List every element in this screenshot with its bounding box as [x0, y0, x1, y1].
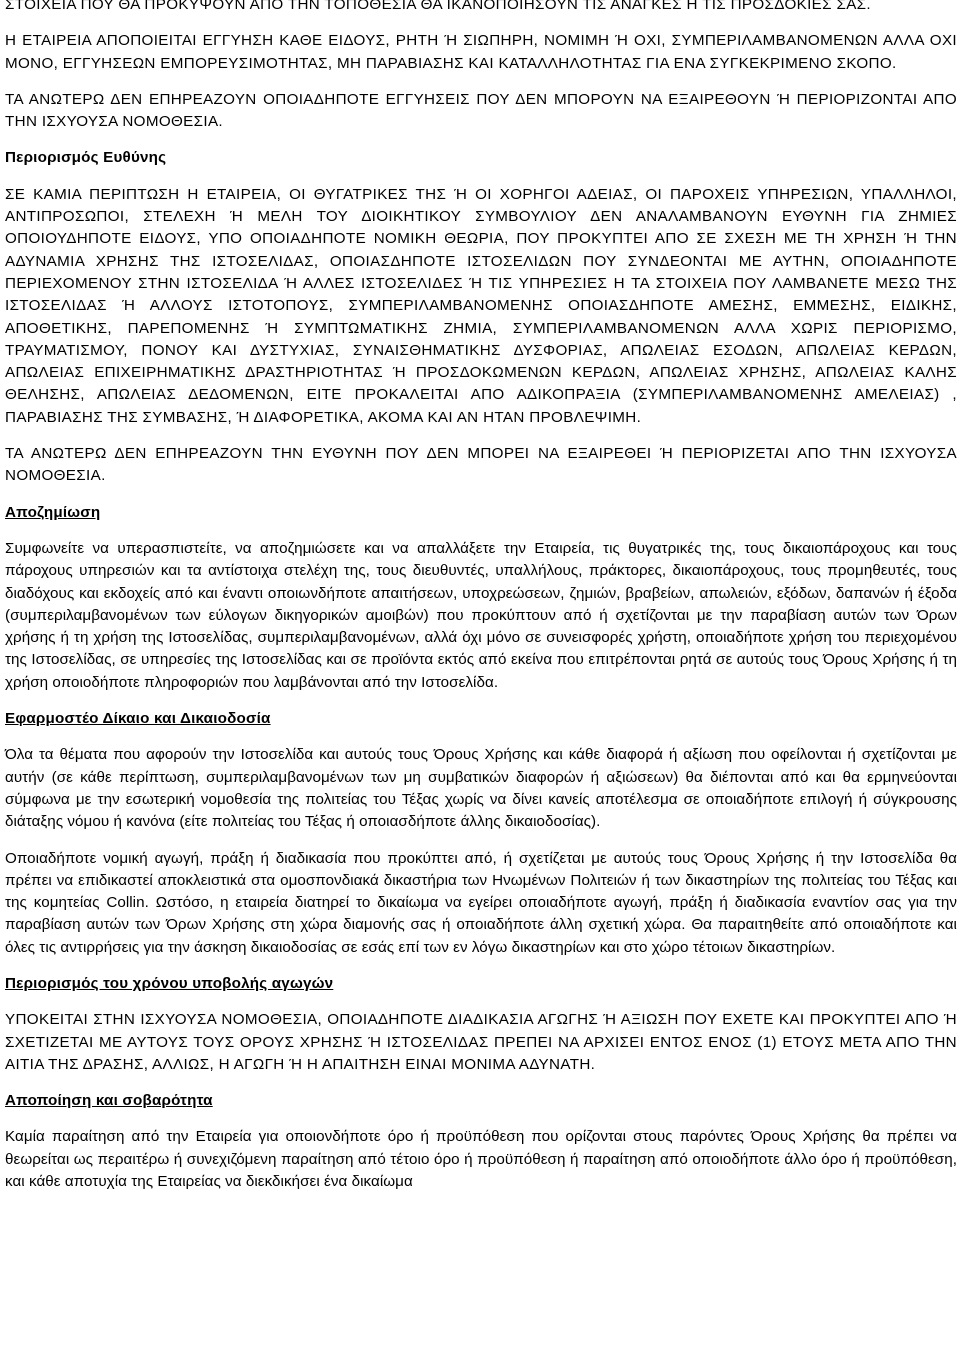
paragraph: ΤΑ ΑΝΩΤΕΡΩ ΔΕΝ ΕΠΗΡΕΑΖΟΥΝ ΟΠΟΙΑΔΗΠΟΤΕ ΕΓΓΥΗΣΕΙΣ ΠΟΥ ΔΕΝ ΜΠΟΡΟΥΝ ΝΑ ΕΞΑΙΡΕΘΟΥΝ Ή ΠΕΡΙΟΡΙΖΟΝΤΑΙ ΑΠΟ ΤΗΝ ΙΣΧΥΟΥΣΑ ΝΟΜΟΘΕΣΙΑ.: [5, 90, 957, 131]
paragraph: Συμφωνείτε να υπερασπιστείτε, να αποζημιώσετε και να απαλλάξετε την Εταιρεία, τις θυγατρικές της, τους δικαιοπάροχους και τους πάροχους υπηρεσιών και τα αντίστοιχα στελέχη της, τους διευθυντές, υπαλλήλους, πράκτορες, δικαιοπάροχους, τους προμηθευτές, τους διαδόχους και εκδοχείς από και έναντι οποιωνδήποτε απαιτήσεων, υποχρεώσεων, ζημιών, βραβείων, απωλειών, εξόδων, δαπανών ή έξοδα (συμπεριλαμβανομένων των εύλογων δικηγορικών αμοιβών) που προκύπτουν από ή σχετίζονται με την παραβίαση αυτών των Όρων χρήσης ή τη χρήση της Ιστοσελίδας, συμπεριλαμβανομένων, αλλά όχι μόνο σε συνεισφορές χρήστη, οποιαδήποτε χρήση του περιεχομένου της Ιστοσελίδας, σε υπηρεσίες της Ιστοσελίδας και σε προϊόντα εκτός από εκείνα που επιτρέπονται ρητά σε αυτούς τους Όρους Χρήσης ή τη χρήση οποιοδήποτε πληροφοριών που λαμβάνονται από την Ιστοσελίδα.: [5, 539, 957, 691]
paragraph: ΤΑ ΑΝΩΤΕΡΩ ΔΕΝ ΕΠΗΡΕΑΖΟΥΝ ΤΗΝ ΕΥΘΥΝΗ ΠΟΥ ΔΕΝ ΜΠΟΡΕΙ ΝΑ ΕΞΑΙΡΕΘΕΙ Ή ΠΕΡΙΟΡΙΖΕΤΑΙ ΑΠΟ ΤΗΝ ΙΣΧΥΟΥΣΑ ΝΟΜΟΘΕΣΙΑ.: [5, 445, 957, 485]
heading-limitation-on-time: Περιορισμός του χρόνου υποβολής αγωγών: [5, 974, 334, 992]
paragraph: Οποιαδήποτε νομική αγωγή, πράξη ή διαδικασία που προκύπτει από, ή σχετίζεται με αυτούς τους Όρους Χρήσης ή την Ιστοσελίδα θα πρέπει να επιδικαστεί αποκλειστικά στα ομοσπονδιακά δικαστήρια των Ηνωμένων Πολιτειών ή των δικαστηρίων της πολιτείας του Τέξας και της κομητείας Collin. Ωστόσο, η εταιρεία διατηρεί το δικαίωμα να εγείρει οποιαδήποτε αγωγή, πράξη ή διαδικασία εναντίον σας για την παραβίαση αυτών των Όρων Χρήσης στη χώρα διαμονής σας ή οποιαδήποτε άλλη σχετική χώρα. Θα παραιτηθείτε από οποιαδήποτε και όλες τις αντιρρήσεις για την άσκηση δικαιοδοσίας σε εσάς επί των εν λόγω δικαστηρίων και στο χώρο τέτοιων δικαστηρίων.: [5, 849, 957, 956]
paragraph: Καμία παραίτηση από την Εταιρεία για οποιονδήποτε όρο ή προϋπόθεση που ορίζονται στους παρόντες Όρους Χρήσης θα πρέπει να θεωρείται ως περαιτέρω ή συνεχιζόμενη παραίτηση από τέτοιο όρο ή προϋπόθεση ή παραίτηση από οποιοδήποτε άλλο όρο ή προϋπόθεση, και κάθε αποτυχία της Εταιρείας να διεκδικήσει ένα δικαίωμα: [5, 1128, 957, 1191]
heading-limitation-of-liability: Περιορισμός Ευθύνης: [5, 149, 167, 167]
paragraph: Όλα τα θέματα που αφορούν την Ιστοσελίδα και αυτούς τους Όρους Χρήσης και κάθε διαφορά ή αξίωση που οφείλονται ή σχετίζονται με αυτήν (σε κάθε περίπτωση, συμπεριλαμβανομένων των μη συμβατικών διαφορών ή αξιώσεων) θα διέπονται από και θα ερμηνεύονται σύμφωνα με την εσωτερική νομοθεσία της πολιτείας του Τέξας χωρίς να δίνει κανείς αποτέλεσμα σε οποιαδήποτε επιλογή ή σύγκρουσης διάταξης νόμου ή κανόνα (είτε πολιτείας του Τέξας ή οποιασδήποτε άλλης δικαιοδοσίας).: [5, 746, 957, 831]
paragraph: ΣΕ ΚΑΜΙΑ ΠΕΡΙΠΤΩΣΗ Η ΕΤΑΙΡΕΙΑ, ΟΙ ΘΥΓΑΤΡΙΚΕΣ ΤΗΣ Ή ΟΙ ΧΟΡΗΓΟΙ ΑΔΕΙΑΣ, ΟΙ ΠΑΡΟΧΕΙΣ ΥΠΗΡΕΣΙΩΝ, ΥΠΑΛΛΗΛΟΙ, ΑΝΤΙΠΡΟΣΩΠΟΙ, ΣΤΕΛΕΧΗ Ή ΜΕΛΗ ΤΟΥ ΔΙΟΙΚΗΤΙΚΟΥ ΣΥΜΒΟΥΛΙΟΥ ΔΕΝ ΑΝΑΛΑΜΒΑΝΟΥΝ ΕΥΘΥΝΗ ΓΙΑ ΖΗΜΙΕΣ ΟΠΟΙΟΥΔΗΠΟΤΕ ΕΙΔΟΥΣ, ΥΠΟ ΟΠΟΙΑΔΗΠΟΤΕ ΝΟΜΙΚΗ ΘΕΩΡΙΑ, ΠΟΥ ΠΡΟΚΥΠΤΕΙ ΑΠΟ ΣΕ ΣΧΕΣΗ ΜΕ ΤΗ ΧΡΗΣΗ Ή ΤΗΝ ΑΔΥΝΑΜΙΑ ΧΡΗΣΗΣ ΤΗΣ ΙΣΤΟΣΕΛΙΔΑΣ, ΟΠΟΙΑΣΔΗΠΟΤΕ ΙΣΤΟΣΕΛΙΔΩΝ ΠΟΥ ΣΥΝΔΕΟΝΤΑΙ ΜΕ ΑΥΤΗΝ, ΟΠΟΙΑΔΗΠΟΤΕ ΠΕΡΙΕΧΟΜΕΝΟΥ ΣΤΗΝ ΙΣΤΟΣΕΛΙΔΑ Ή ΑΛΛΕΣ ΙΣΤΟΣΕΛΙΔΕΣ Ή ΤΙΣ ΥΠΗΡΕΣΙΕΣ Η ΤΑ ΣΤΟΙΧΕΙΑ ΠΟΥ ΛΑΜΒΑΝΕΤΕ ΜΕΣΩ ΤΗΣ ΙΣΤΟΣΕΛΙΔΑΣ Ή ΑΛΛΟΥΣ ΙΣΤΟΤΟΠΟΥΣ, ΣΥΜΠΕΡΙΛΑΜΒΑΝΟΜΕΝΗΣ ΟΠΟΙΑΣΔΗΠΟΤΕ ΑΜΕΣΗΣ, ΕΜΜΕΣΗΣ, ΕΙΔΙΚΗΣ, ΑΠΟΘΕΤΙΚΗΣ, ΠΑΡΕΠΟΜΕΝΗΣ Ή ΣΥΜΠΤΩΜΑΤΙΚΗΣ ΖΗΜΙΑ, ΣΥΜΠΕΡΙΛΑΜΒΑΝΟΜΕΝΩΝ ΑΛΛΑ ΧΩΡΙΣ ΠΕΡΙΟΡΙΣΜΟ, ΤΡΑΥΜΑΤΙΣΜΟΥ, ΠΟΝΟΥ ΚΑΙ ΔΥΣΤΥΧΙΑΣ, ΣΥΝΑΙΣΘΗΜΑΤΙΚΗΣ ΔΥΣΦΟΡΙΑΣ, ΑΠΩΛΕΙΑΣ ΕΣΟΔΩΝ, ΑΠΩΛΕΙΑΣ ΚΕΡΔΩΝ, ΑΠΩΛΕΙΑΣ ΕΠΙΧΕΙΡΗΜΑΤΙΚΗΣ ΔΡΑΣΤΗΡΙΟΤΗΤΑΣ Ή ΠΡΟΣΔΟΚΩΜΕΝΩΝ ΚΕΡΔΩΝ, ΑΠΩΛΕΙΑΣ ΧΡΗΣΗΣ, ΑΠΩΛΕΙΑΣ ΚΑΛΗΣ ΘΕΛΗΣΗΣ, ΑΠΩΛΕΙΑΣ ΔΕΔΟΜΕΝΩΝ, ΕΙΤΕ ΠΡΟΚΑΛΕΙΤΑΙ ΑΠΟ ΑΔΙΚΟΠΡΑΞΙΑ (ΣΥΜΠΕΡΙΛΑΜΒΑΝΟΜΕΝΗΣ ΑΜΕΛΕΙΑΣ) , ΠΑΡΑΒΙΑΣΗΣ ΤΗΣ ΣΥΜΒΑΣΗΣ, Ή ΔΙΑΦΟΡΕΤΙΚΑ, ΑΚΟΜΑ ΚΑΙ ΑΝ ΗΤΑΝ ΠΡΟΒΛΕΨΙΜΗ.: [5, 185, 957, 426]
heading-governing-law: Εφαρμοστέο Δίκαιο και Δικαιοδοσία: [5, 710, 271, 728]
paragraph: Η ΕΤΑΙΡΕΙΑ ΑΠΟΠΟΙΕΙΤΑΙ ΕΓΓΥΗΣΗ ΚΑΘΕ ΕΙΔΟΥΣ, ΡΗΤΗ Ή ΣΙΩΠΗΡΗ, ΝΟΜΙΜΗ Ή ΟΧΙ, ΣΥΜΠΕΡΙΛΑΜΒΑΝΟΜΕΝΩΝ ΑΛΛΑ ΟΧΙ ΜΟΝΟ, ΕΓΓΥΗΣΕΩΝ ΕΜΠΟΡΕΥΣΙΜΟΤΗΤΑΣ, ΜΗ ΠΑΡΑΒΙΑΣΗΣ ΚΑΙ ΚΑΤΑΛΛΗΛΟΤΗΤΑΣ ΓΙΑ ΕΝΑ ΣΥΓΚΕΚΡΙΜΕΝΟ ΣΚΟΠΟ.: [5, 32, 957, 72]
paragraph: ΣΤΟΙΧΕΙΑ ΠΟΥ ΘΑ ΠΡΟΚΥΨΟΥΝ ΑΠΟ ΤΗΝ ΤΟΠΟΘΕΣΙΑ ΘΑ ΙΚΑΝΟΠΟΙΗΣΟΥΝ ΤΙΣ ΑΝΑΓΚΕΣ Η ΤΙΣ ΠΡΟΣΔΟΚΙΕΣ ΣΑΣ.: [5, 0, 871, 13]
heading-waiver-and-severability: Αποποίηση και σοβαρότητα: [5, 1092, 213, 1110]
document-page: [5, 0, 957, 1207]
paragraph: ΥΠΟΚΕΙΤΑΙ ΣΤΗΝ ΙΣΧΥΟΥΣΑ ΝΟΜΟΘΕΣΙΑ, ΟΠΟΙΑΔΗΠΟΤΕ ΔΙΑΔΙΚΑΣΙΑ ΑΓΩΓΗΣ Ή ΑΞΙΩΣΗ ΠΟΥ ΕΧΕΤΕ ΚΑΙ ΠΡΟΚΥΠΤΕΙ ΑΠΟ Ή ΣΧΕΤΙΖΕΤΑΙ ΜΕ ΑΥΤΟΥΣ ΤΟΥΣ ΟΡΟΥΣ ΧΡΗΣΗΣ Ή ΙΣΤΟΣΕΛΙΔΑΣ ΠΡΕΠΕΙ ΝΑ ΑΡΧΙΣΕΙ ΕΝΤΟΣ ΕΝΟΣ (1) ΕΤΟΥΣ ΜΕΤΑ ΑΠΟ ΤΗΝ ΑΙΤΙΑ ΤΗΣ ΔΡΑΣΗΣ, ΑΛΛΙΩΣ, Η ΑΓΩΓΗ Ή Η ΑΠΑΙΤΗΣΗ ΕΙΝΑΙ ΜΟΝΙΜΑ ΑΔΥΝΑΤΗ.: [5, 1011, 957, 1073]
heading-indemnification: Αποζημίωση: [5, 503, 101, 521]
